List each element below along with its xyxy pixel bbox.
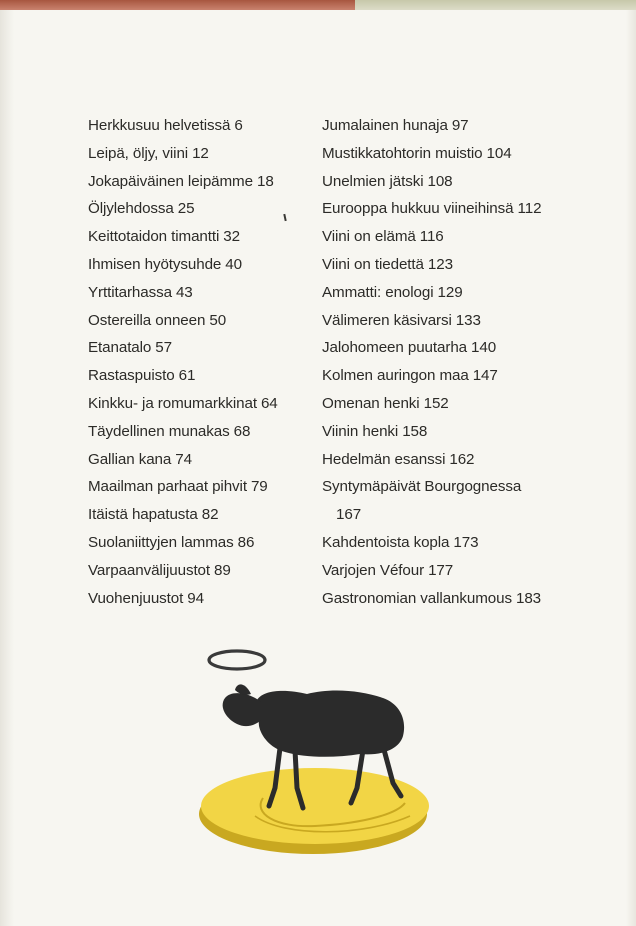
toc-entry — [322, 279, 602, 307]
sheep-with-halo-on-golden-plate-icon — [195, 638, 445, 863]
toc-entry-title: Suolaniittyjen lammas — [88, 533, 234, 551]
toc-entry — [88, 112, 313, 140]
toc-entry-page-number: 162 — [449, 450, 475, 468]
toc-entry-title: Viinin henki — [322, 422, 399, 440]
toc-entry-page-number: 94 — [187, 589, 204, 607]
toc-entry-title: Jumalainen hunaja — [322, 117, 448, 134]
toc-entry-title: Ostereilla onneen — [88, 311, 206, 329]
toc-entry-page-number: 129 — [437, 283, 463, 301]
toc-entry — [88, 529, 313, 557]
toc-entry-page-number: 79 — [250, 478, 268, 496]
toc-entry — [88, 223, 313, 251]
toc-entry — [322, 140, 602, 168]
toc-entry — [88, 446, 313, 474]
toc-entry-page-number: 112 — [517, 200, 542, 218]
toc-entry-title: Viini on tiedettä — [322, 255, 424, 273]
toc-entry-title: Herkkusuu helvetissä — [88, 117, 231, 134]
table-of-contents-left-column — [88, 112, 313, 612]
toc-entry-title: Eurooppa hukkuu viineihinsä — [322, 200, 514, 218]
toc-entry-page-number: 25 — [177, 200, 195, 218]
toc-entry-page-number: 133 — [455, 311, 481, 329]
toc-entry-page-number: 140 — [471, 339, 497, 357]
toc-entry-page-number: 64 — [260, 394, 278, 412]
page-edge-shadow — [626, 10, 636, 926]
page-gutter-shadow — [0, 10, 14, 926]
toc-entry — [322, 557, 602, 585]
toc-entry — [322, 390, 602, 418]
toc-entry-title: Leipä, öljy, viini — [88, 144, 189, 162]
toc-entry — [322, 446, 602, 474]
toc-entry-title: Kinkku- ja romumarkkinat — [88, 394, 257, 412]
toc-entry — [88, 279, 313, 307]
toc-entry-title: Gallian kana — [88, 450, 172, 468]
toc-entry — [322, 195, 602, 223]
toc-entry-page-number: 108 — [427, 172, 453, 190]
toc-entry — [88, 168, 313, 196]
table-of-contents-right-column — [322, 112, 602, 612]
toc-entry-page-number: 152 — [423, 394, 449, 412]
toc-entry-page-number: 167 — [336, 506, 362, 524]
toc-entry — [88, 251, 313, 279]
toc-entry-page-number: 104 — [486, 144, 512, 162]
toc-entry-title: Varpaanvälijuustot — [88, 561, 211, 579]
toc-entry-page-number: 147 — [472, 367, 498, 385]
toc-entry — [88, 557, 313, 585]
toc-entry — [88, 390, 313, 418]
toc-entry-page-number: 74 — [175, 450, 192, 468]
toc-entry — [322, 473, 602, 529]
toc-entry-page-number: 116 — [419, 228, 444, 246]
toc-entry-title: Ammatti: enologi — [322, 283, 434, 301]
toc-entry-page-number: 86 — [237, 533, 255, 551]
toc-entry-title: Mustikkatohtorin muistio — [322, 144, 483, 162]
toc-entry — [322, 251, 602, 279]
toc-entry-page-number: 177 — [428, 561, 454, 579]
toc-entry-title: Yrttitarhassa — [88, 283, 172, 301]
toc-entry-title: Ihmisen hyötysuhde — [88, 255, 222, 273]
toc-entry — [322, 112, 602, 140]
toc-entry-page-number: 183 — [515, 589, 542, 607]
toc-entry-title: Maailman parhaat pihvit — [88, 478, 247, 496]
toc-entry-page-number: 43 — [175, 283, 193, 301]
toc-entry-title: Etanatalo — [88, 339, 152, 357]
toc-entry-page-number: 89 — [214, 561, 231, 579]
toc-entry-page-number: 18 — [256, 172, 274, 190]
toc-entry — [88, 140, 313, 168]
toc-entry-title: Vuohenjuustot — [88, 589, 184, 607]
toc-entry-page-number: 12 — [192, 144, 209, 162]
toc-entry — [88, 334, 313, 362]
toc-entry-title: Gastronomian vallankumous — [322, 589, 512, 607]
toc-entry-title: Rastaspuisto — [88, 367, 175, 385]
toc-entry-page-number: 123 — [427, 255, 453, 273]
sheep-body — [257, 691, 404, 757]
toc-entry — [322, 529, 602, 557]
top-edge-grey-segment — [355, 0, 636, 10]
toc-entry-page-number: 97 — [451, 117, 469, 134]
toc-entry — [88, 195, 313, 223]
toc-entry-title: Täydellinen munakas — [88, 422, 230, 440]
toc-entry — [322, 362, 602, 390]
toc-entry — [322, 418, 602, 446]
toc-entry-title: Jokapäiväinen leipämme — [88, 172, 253, 190]
toc-entry-title: Keittotaidon timantti — [88, 228, 220, 246]
toc-entry-title: Unelmien jätski — [322, 172, 424, 190]
toc-entry-title: Itäistä hapatusta — [88, 506, 198, 524]
toc-entry-title: Varjojen Véfour — [322, 561, 425, 579]
toc-entry-page-number: 173 — [453, 533, 479, 551]
toc-entry — [322, 307, 602, 335]
toc-entry — [322, 168, 602, 196]
toc-entry — [88, 418, 313, 446]
toc-entry — [322, 223, 602, 251]
toc-entry-page-number: 50 — [209, 311, 227, 329]
toc-entry-page-number: 40 — [225, 255, 242, 273]
toc-entry — [88, 501, 313, 529]
toc-entry — [88, 307, 313, 335]
toc-entry-page-number: 61 — [178, 367, 196, 385]
top-edge-red-segment — [0, 0, 355, 10]
toc-entry — [88, 362, 313, 390]
toc-entry — [322, 334, 602, 362]
toc-entry-page-number: 6 — [234, 117, 243, 134]
toc-entry-page-number: 68 — [233, 422, 251, 440]
toc-entry-title: Kolmen auringon maa — [322, 367, 469, 385]
toc-entry-title: Öljylehdossa — [88, 200, 174, 218]
toc-entry-title: Hedelmän esanssi — [322, 450, 446, 468]
toc-entry-title: Syntymäpäivät Bourgognessa — [322, 478, 522, 496]
halo-ring — [209, 651, 265, 669]
toc-entry — [88, 473, 313, 501]
toc-entry-page-number: 32 — [223, 228, 240, 246]
toc-entry-title: Viini on elämä — [322, 228, 416, 246]
top-edge-strip — [0, 0, 636, 10]
toc-entry-page-number: 82 — [201, 506, 219, 524]
toc-entry-title: Välimeren käsivarsi — [322, 311, 452, 329]
sheep-head — [223, 693, 261, 726]
toc-entry-title: Jalohomeen puutarha — [322, 339, 468, 357]
toc-entry-page-number: 158 — [402, 422, 428, 440]
toc-entry — [322, 585, 602, 613]
toc-entry — [88, 585, 313, 613]
toc-entry-page-number: 57 — [155, 339, 172, 357]
toc-entry-title: Kahdentoista kopla — [322, 533, 450, 551]
toc-entry-title: Omenan henki — [322, 394, 420, 412]
golden-plate — [201, 768, 429, 844]
